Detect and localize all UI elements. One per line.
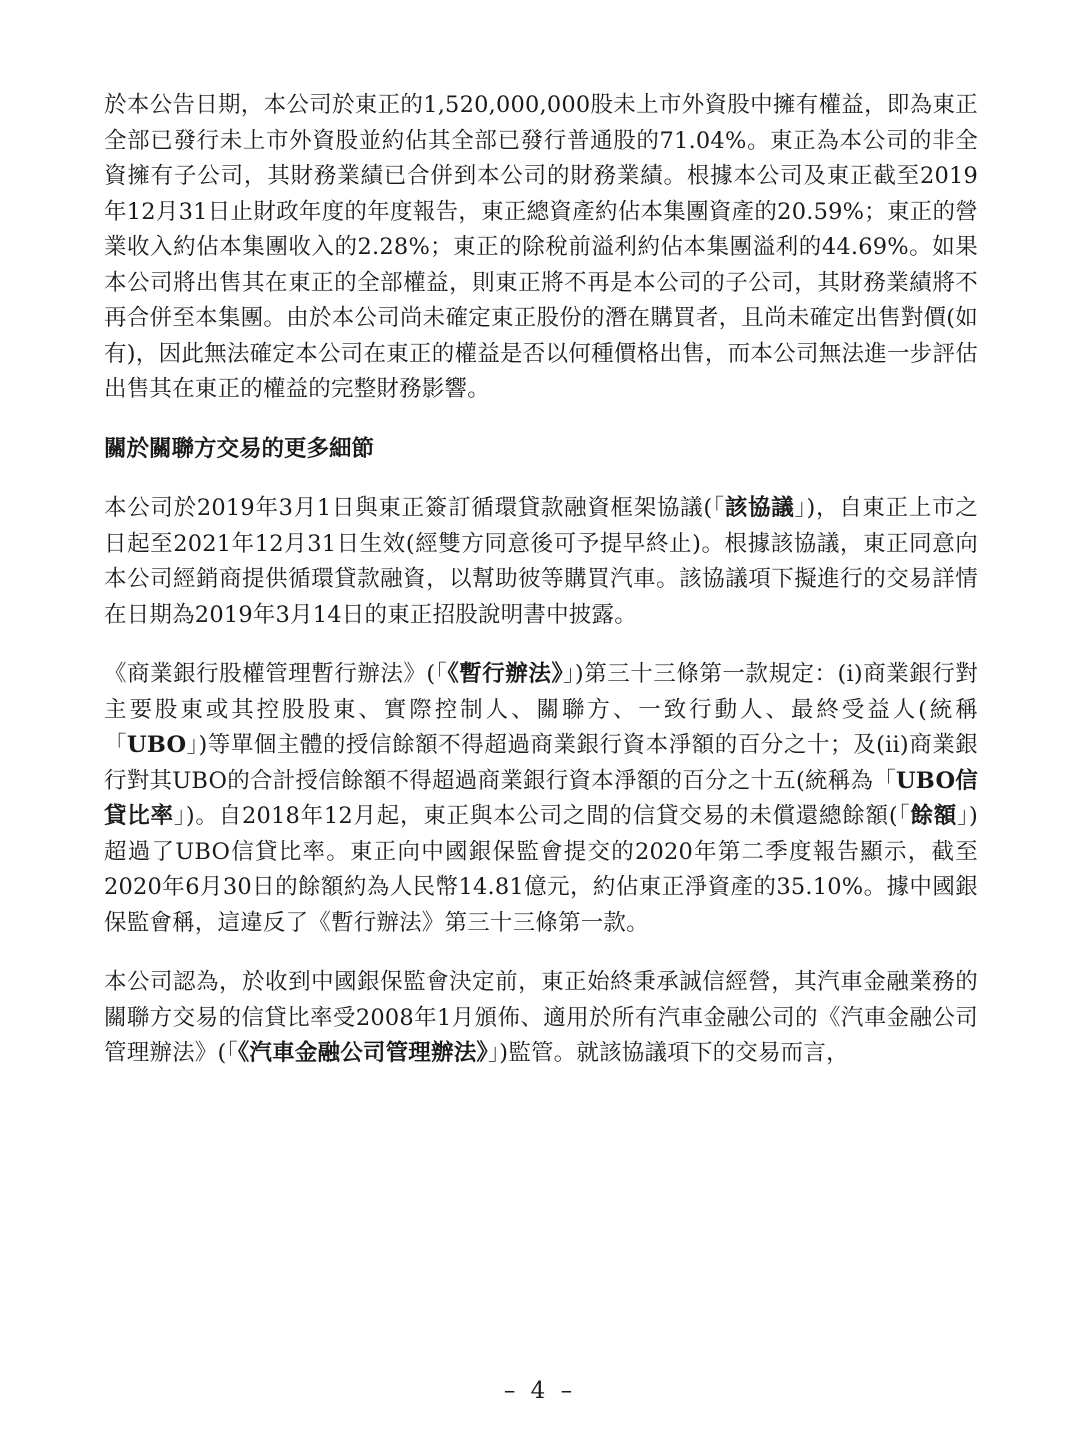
defined-term-ubo-credit-ratio: UBO信貸比率 — [104, 767, 978, 829]
defined-term-interim-measures: 《暫行辦法》 — [447, 661, 564, 687]
paragraph-shareholding: 於本公告日期，本公司於東正的1,520,000,000股未上市外資股中擁有權益，即為東正全部已發行未上市外資股並約佔其全部已發行普通股的71.04%。東正為本公司的非全資擁有子公司，其財務業績已合併到本公司的財務業績。根據本公司及東正截至2019年12月31日止財政年度的年度報告，東正總資產約佔本集團資產的20.59%；東正的營業收入約佔本集團收入的2.28%；東正的除稅前溢利約佔本集團溢利的44.69%。如果本公司將出售其在東正的全部權益，則東正將不再是本公司的子公司，其財務業績將不再合併至本集團。由於本公司尚未確定東正股份的潛在購買者，且尚未確定出售對價(如有)，因此無法確定本公司在東正的權益是否以何種價格出售，而本公司無法進一步評估出售其在東正的權益的完整財務影響。 — [104, 92, 978, 402]
section-heading: 關於關聯方交易的更多細節 — [104, 435, 375, 462]
paragraph-regulation — [104, 657, 978, 941]
paragraph-company-view-text-1: 本公司認為，於收到中國銀保監會決定前，東正始終秉承誠信經營，其汽車金融業務的關聯方交易的信貸比率受2008年1月頒佈、適用於所有汽車金融公司的《汽車金融公司管理辦法》(「 — [104, 969, 978, 1066]
paragraph-regulation-text-3: 」)等單個主體的授信餘額不得超過商業銀行資本淨額的百分之十；及(ii)商業銀行對其UBO的合計授信餘額不得超過商業銀行資本淨額的百分之十五(統稱為「 — [104, 732, 978, 794]
paragraph-regulation-text-2: 」)第三十三條第一款規定：(i)商業銀行對主要股東或其控股股東、實際控制人、關聯方、一致行動人、最終受益人(統稱「 — [104, 661, 979, 758]
paragraph-agreement-text-1: 本公司於2019年3月1日與東正簽訂循環貸款融資框架協議(「 — [104, 495, 725, 521]
paragraph-agreement — [104, 491, 978, 633]
paragraph-company-view — [104, 965, 978, 1072]
defined-term-auto-finance-measures: 《汽車金融公司管理辦法》 — [237, 1040, 488, 1066]
paragraph-regulation-text-5: 」)超過了UBO信貸比率。東正向中國銀保監會提交的2020年第二季度報告顯示，截至2020年6月30日的餘額約為人民幣14.81億元，約佔東正淨資產的35.10%。據中國銀保監會稱，這違反了《暫行辦法》第三十三條第一款。 — [104, 803, 979, 936]
document-body — [104, 88, 978, 1072]
paragraph-company-view-text-2: 」)監管。就該協議項下的交易而言， — [487, 1040, 849, 1066]
page-number: – 4 – — [503, 1378, 577, 1404]
paragraph-regulation-text-1: 《商業銀行股權管理暫行辦法》(「 — [104, 661, 448, 687]
paragraph-agreement-text-2: 」)，自東正上市之日起至2021年12月31日生效(經雙方同意後可予提早終止)。根據該協議，東正同意向本公司經銷商提供循環貸款融資，以幫助彼等購買汽車。該協議項下擬進行的交易詳情在日期為2019年3月14日的東正招股說明書中披露。 — [104, 495, 978, 628]
defined-term-balance: 餘額 — [910, 803, 957, 829]
defined-term-ubo: UBO — [127, 732, 187, 758]
paragraph-regulation-text-4: 」)。自2018年12月起，東正與本公司之間的信貸交易的未償還總餘額(「 — [173, 803, 911, 829]
defined-term-agreement: 該協議 — [724, 495, 795, 521]
